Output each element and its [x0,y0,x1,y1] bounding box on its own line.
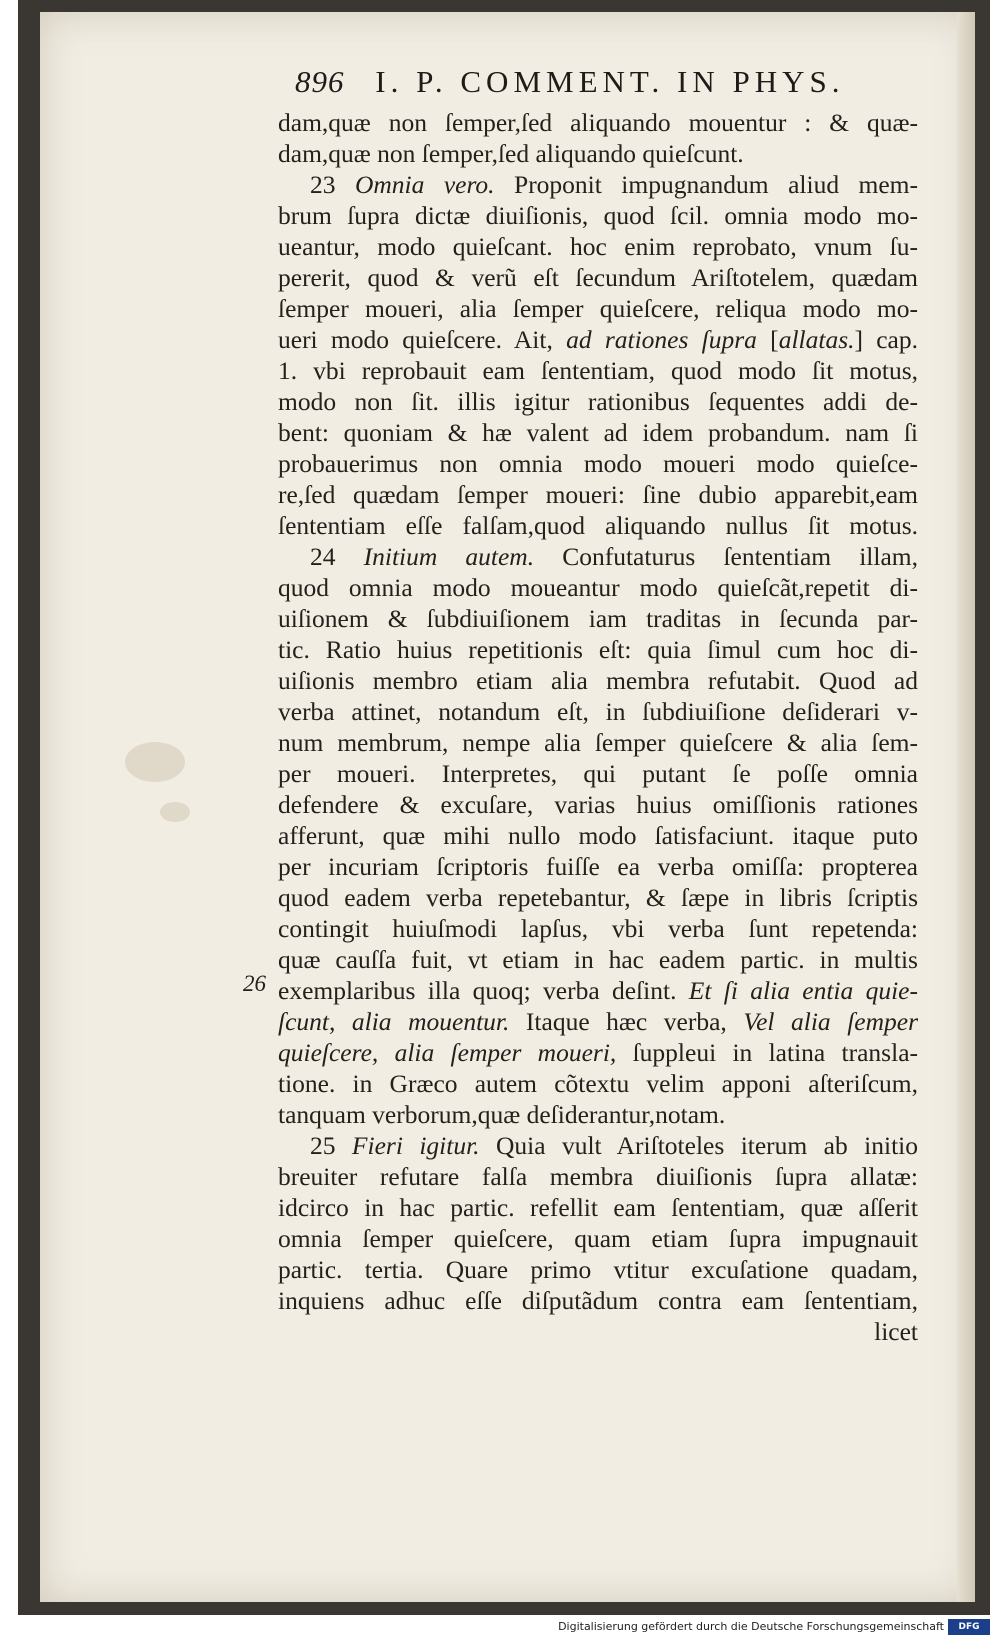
text-line [278,727,918,758]
text-segment: idcirco in hac partic. refellit eam ſententiam, quæ aſſerit [278,1193,918,1222]
italic-segment: Et ſi alia entia quie- [688,976,918,1005]
text-segment: breuiter refutare falſa membra diuiſionis ſupra allatæ: [278,1162,918,1191]
text-segment: exemplaribus illa quoq; verba deſint. [278,976,689,1005]
text-line [278,603,918,634]
text-line [278,851,918,882]
text-line [278,386,918,417]
text-segment: brum ſupra dictæ diuiſionis, quod ſcil. omnia modo mo- [278,201,918,230]
text-segment: ueantur, modo quieſcant. hoc enim reprobato, vnum ſu- [278,232,918,261]
italic-segment: ad rationes ſupra [566,325,757,354]
text-line [278,634,918,665]
text-segment: pererit, quod & verũ eſt ſecundum Ariſtotelem, quædam [278,263,918,292]
text-segment: ſemper moueri, alia ſemper quieſcere, reliqua modo mo- [278,294,918,323]
text-line [278,417,918,448]
text-segment: dam,quæ non ſemper,ſed aliquando quieſcunt. [278,139,744,168]
italic-segment: Omnia vero. [354,170,495,199]
italic-segment: Initium autem. [363,542,535,571]
text-line [278,448,918,479]
text-segment: ſententiam eſſe falſam,quod aliquando nullus ſit motus. [278,511,918,540]
text-line [278,231,918,262]
text-line [278,1254,918,1285]
text-segment: contingit huiuſmodi lapſus, vbi verba ſunt repetenda: [278,914,918,943]
text-segment: quod eadem verba repetebantur, & ſæpe in libris ſcriptis [278,883,918,912]
text-segment: num membrum, nempe alia ſemper quieſcere & alia ſem- [278,728,918,757]
text-line [278,665,918,696]
text-segment: ] cap. [854,325,919,354]
text-segment: dam,quæ non ſemper,ſed aliquando mouentur : & quæ- [278,108,918,137]
paper-stain [125,742,185,782]
text-line [278,200,918,231]
text-segment: 1. vbi reprobauit eam ſententiam, quod modo ſit motus, [278,356,918,385]
italic-segment: Vel alia ſemper [743,1007,919,1036]
text-segment: 24 [310,542,364,571]
text-line [278,975,918,1006]
text-segment: tic. Ratio huius repetitionis eſt: quia ſimul cum hoc di- [278,635,918,664]
text-line [278,1285,918,1316]
text-line [278,944,918,975]
text-segment: re,ſed quædam ſemper moueri: ſine dubio apparebit,eam [278,480,918,509]
text-segment: uiſionis membro etiam alia membra refutabit. Quod ad [278,666,918,695]
text-segment: probauerimus non omnia modo moueri modo quieſce- [278,449,918,478]
text-segment: omnia ſemper quieſcere, quam etiam ſupra impugnauit [278,1224,918,1253]
page-edge [957,12,975,1602]
text-line [278,355,918,386]
text-segment: modo non ſit. illis igitur rationibus ſequentes addi de- [278,387,918,416]
text-segment: uiſionem & ſubdiuiſionem iam traditas in ſecunda par- [278,604,918,633]
text-line [278,1006,918,1037]
text-segment: licet [874,1317,918,1346]
text-line [278,479,918,510]
text-segment: partic. tertia. Quare primo vtitur excuſatione quadam, [278,1255,918,1284]
text-line [278,789,918,820]
text-segment: Quia vult Ariſtoteles iterum ab initio [479,1131,919,1160]
text-segment: verba attinet, notandum eſt, in ſubdiuiſione deſiderari v- [278,697,918,726]
text-segment: bent: quoniam & hæ valent ad idem probandum. nam ſi [278,418,918,447]
text-line [278,572,918,603]
page-number: 896 [295,64,345,99]
text-line [278,820,918,851]
text-segment: ſuppleui in latina transla- [616,1038,919,1067]
text-segment: tione. in Græco autem cõtextu velim apponi aſteriſcum, [278,1069,918,1098]
text-line [278,882,918,913]
text-line [278,1192,918,1223]
text-segment: inquiens adhuc eſſe diſputãdum contra eam ſententiam, [278,1286,918,1315]
text-segment: Confutaturus ſententiam illam, [534,542,918,571]
text-line [278,758,918,789]
text-segment: quæ cauſſa fuit, vt etiam in hac eadem partic. in multis [278,945,918,974]
text-segment: Itaque hæc verba, [509,1007,744,1036]
text-line [278,262,918,293]
text-line [278,169,918,200]
paper-stain [160,802,190,822]
text-line [278,1161,918,1192]
text-segment: ueri modo quieſcere. Ait, [278,325,567,354]
text-segment: quod omnia modo moueantur modo quieſcãt,repetit di- [278,573,918,602]
margin-note-number: 26 [243,971,266,996]
commentary-text [278,107,918,1347]
text-segment: [ [756,325,779,354]
text-segment: afferunt, quæ mihi nullo modo ſatisfaciunt. itaque puto [278,821,918,850]
text-line [278,1099,918,1130]
text-line [278,1223,918,1254]
italic-segment: quieſcere, alia ſemper moueri, [278,1038,617,1067]
text-line [278,293,918,324]
italic-segment: Fieri igitur. [351,1131,480,1160]
text-segment: 23 [310,170,355,199]
text-line [278,696,918,727]
text-line [278,138,918,169]
italic-segment: ſcunt, alia mouentur. [278,1007,510,1036]
funding-notice: Digitalisierung gefördert durch die Deutsche Forschungsgemeinschaft [558,1620,944,1633]
text-line [278,913,918,944]
text-line [278,324,918,355]
text-segment: 25 [310,1131,352,1160]
text-line [278,541,918,572]
text-line [278,1130,918,1161]
dfg-logo: DFG [948,1619,990,1635]
text-line [278,107,918,138]
text-segment: defendere & excuſare, varias huius omiſſionis rationes [278,790,918,819]
italic-segment: allatas. [778,325,855,354]
text-segment: per moueri. Interpretes, qui putant ſe poſſe omnia [278,759,918,788]
text-segment: tanquam verborum,quæ deſiderantur,notam. [278,1100,726,1129]
text-line [278,1037,918,1068]
text-segment: Proponit impugnandum aliud mem- [494,170,918,199]
page-header [295,64,895,100]
catchword-line [278,1316,918,1347]
text-line [278,1068,918,1099]
running-title: I. P. COMMENT. IN PHYS. [375,64,845,99]
text-segment: per incuriam ſcriptoris fuiſſe ea verba omiſſa: propterea [278,852,918,881]
text-line [278,510,918,541]
